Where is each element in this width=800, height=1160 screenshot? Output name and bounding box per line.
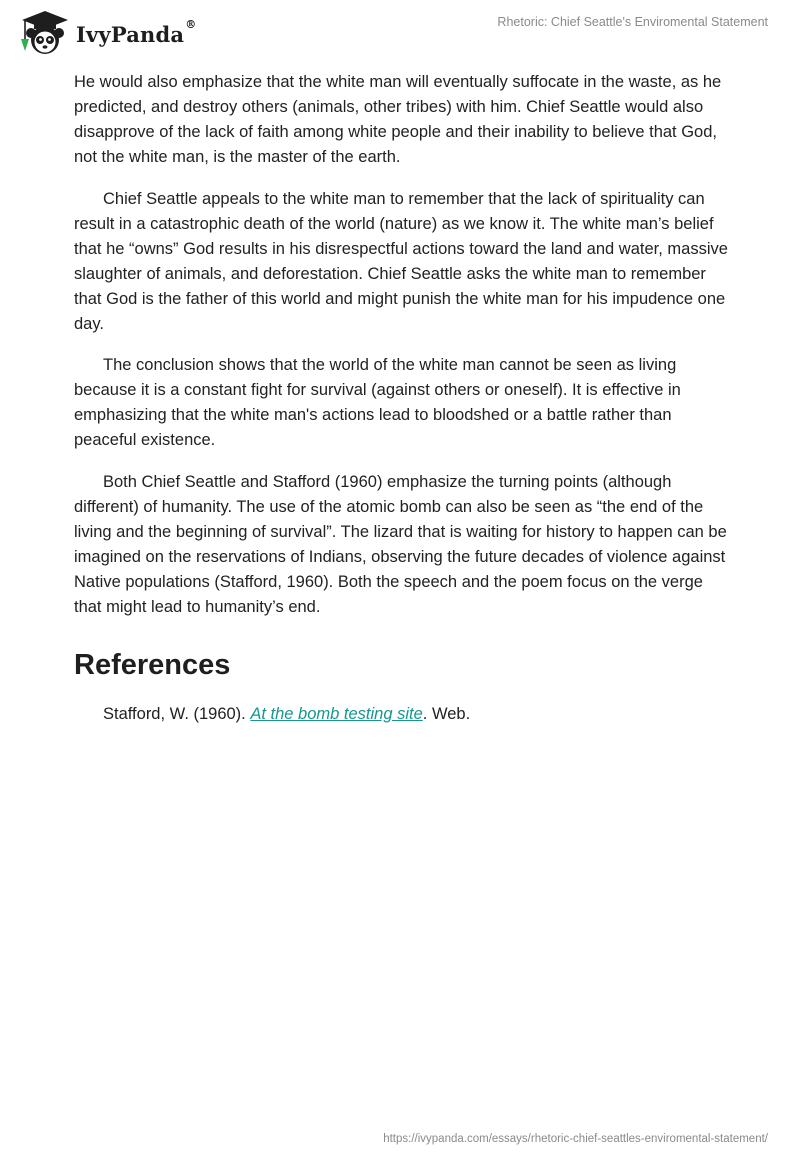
footer-url: https://ivypanda.com/essays/rhetoric-chief-seattles-enviromental-statement/ [383,1133,768,1145]
reference-suffix: . Web. [422,704,471,723]
reference-author: Stafford, W. (1960). [103,704,251,723]
brand-name: IvyPanda® [76,17,197,47]
panda-graduate-icon [16,9,74,57]
references-heading: References [74,648,231,681]
document-title: Rhetoric: Chief Seattle's Enviromental Statement [497,15,768,29]
paragraph: The conclusion shows that the world of the white man cannot be seen as living because it is a constant fight for survival (against others or oneself). It is effective in emphasizing that the white man's actions lead to bloodshed or a battle rather than peaceful existence. [74,356,681,449]
paragraph: Chief Seattle appeals to the white man to remember that the lack of spirituality can result in a catastrophic death of the world (nature) as we know it. The white man’s belief that he “owns” God results in his disrespectful actions toward the land and water, massive slaughter of animals, and deforestation. Chief Seattle asks the white man to remember that God is the father of this world and might punish the white man for his impudence one day. [74,189,728,333]
reference-link[interactable]: At the bomb testing site [250,704,423,723]
essay-body [74,70,734,743]
registered-mark: ® [185,17,197,31]
reference-item [74,702,734,727]
page-header [0,0,800,62]
ivypanda-logo[interactable] [16,9,196,57]
paragraph: Both Chief Seattle and Stafford (1960) emphasize the turning points (although different) of humanity. The use of the atomic bomb can also be seen as “the end of the living and the beginning of survival”. The lizard that is waiting for history to happen can be imagined on the reservations of Indians, observing the future decades of violence against Native populations (Stafford, 1960). Both the speech and the poem focus on the verge that might lead to humanity’s end. [74,472,727,616]
paragraph: He would also emphasize that the white man will eventually suffocate in the waste, as he predicted, and destroy others (animals, other tribes) with him. Chief Seattle would also disapprove of the lack of faith among white people and their inability to believe that God, not the white man, is the master of the earth. [74,73,722,166]
